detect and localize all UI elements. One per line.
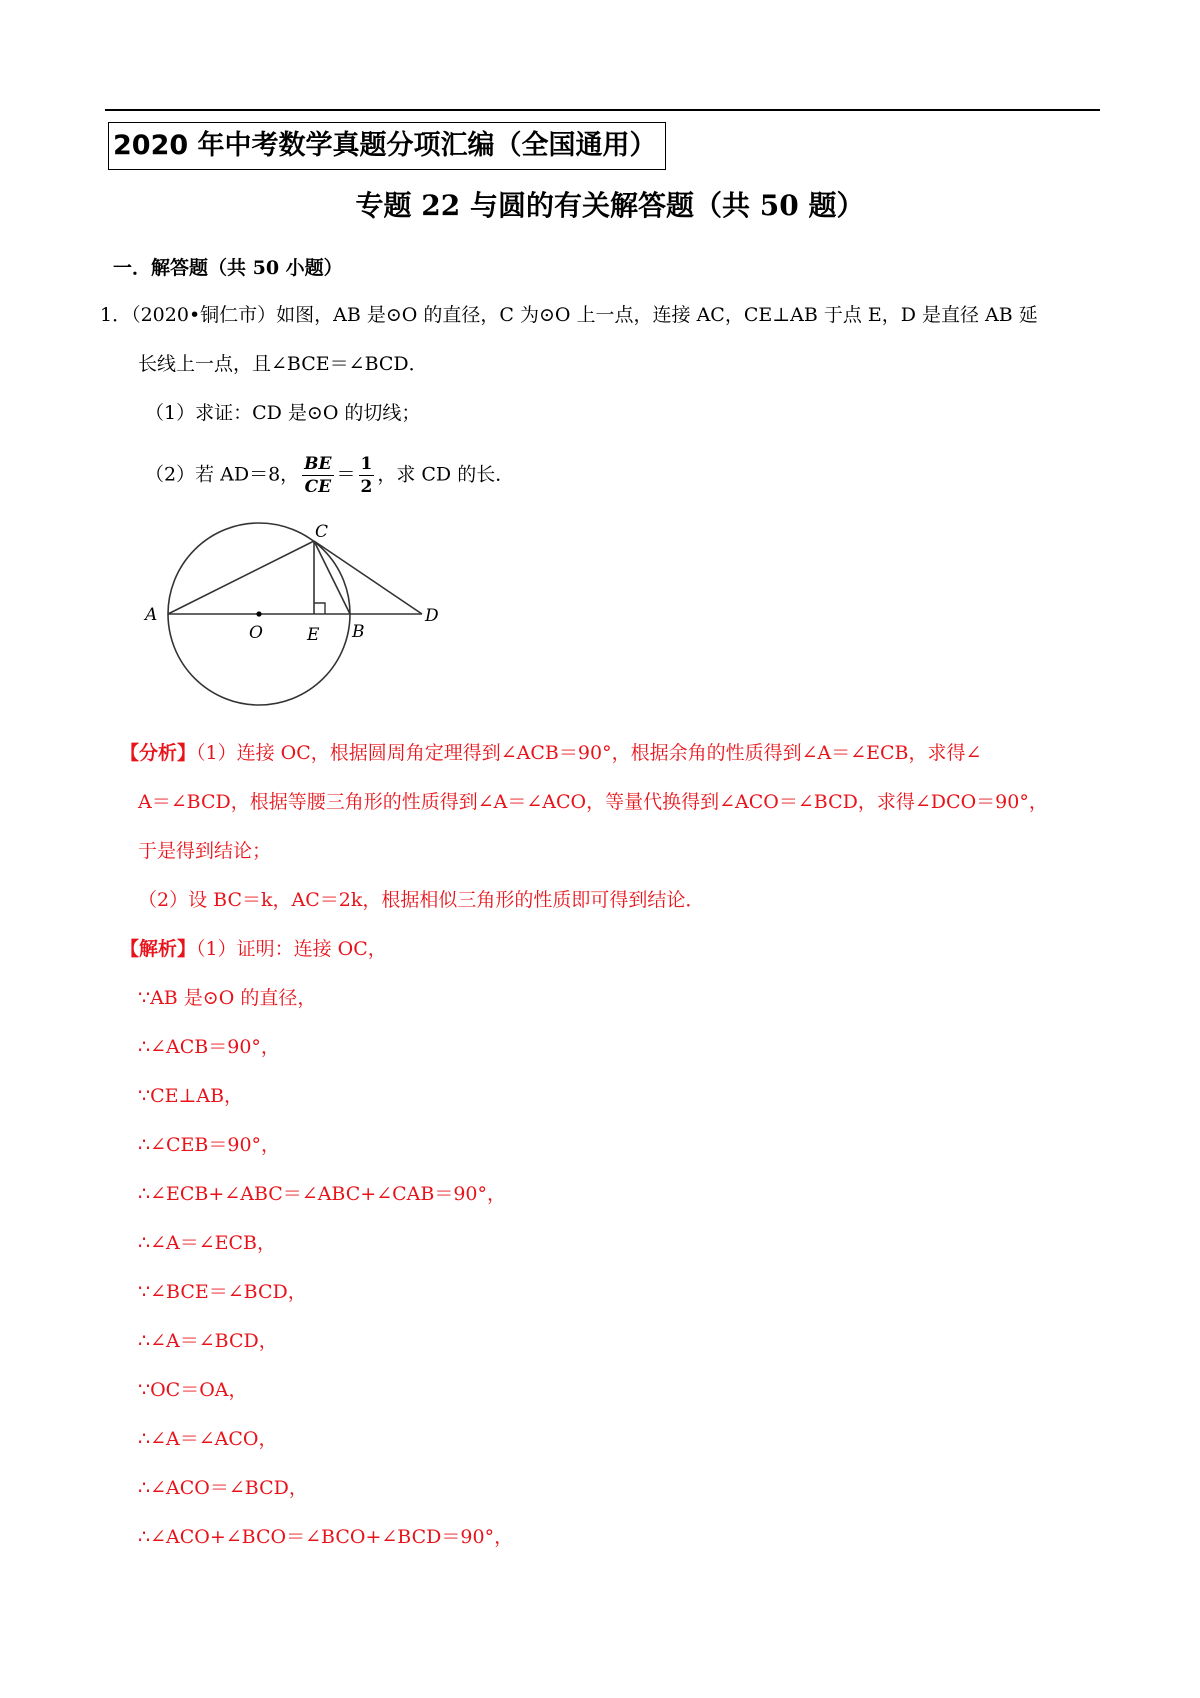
solution-step: ∵∠BCE＝∠BCD，: [138, 1281, 307, 1303]
fraction-be-ce: $\frac{BE}{CE}$: [304, 454, 332, 497]
series-title: 2020 年中考数学真题分项汇编（全国通用）: [108, 122, 666, 170]
section-heading: 一．解答题（共 50 小题）: [113, 257, 343, 279]
solution-tag: 【解析】: [120, 938, 197, 960]
solution-step: ∴∠ACO＝∠BCD，: [138, 1477, 308, 1499]
solution-line-1: 【解析】（1）证明：连接 OC，: [120, 938, 387, 960]
solution-step: ∵CE⊥AB，: [138, 1085, 244, 1107]
solution-step: ∴∠ECB+∠ABC＝∠ABC+∠CAB＝90°，: [138, 1183, 507, 1205]
solution-step: ∴∠A＝∠ACO，: [138, 1428, 278, 1450]
solution-step: ∴∠ACB＝90°，: [138, 1036, 280, 1058]
problem-stem-1: 如图，AB 是⊙O 的直径，C 为⊙O 上一点，连接 AC，CE⊥AB 于点 E，D 是直径 AB 延: [276, 304, 1038, 326]
label-e: E: [307, 625, 320, 645]
center-point-o: [256, 611, 261, 616]
solution-step: ∴∠A＝∠BCD，: [138, 1330, 278, 1352]
solution-step: ∵OC＝OA，: [138, 1379, 248, 1401]
problem-part-1: （1）求证：CD 是⊙O 的切线；: [145, 402, 421, 424]
label-c: C: [315, 522, 329, 542]
analysis-line-3: 于是得到结论；: [138, 840, 272, 862]
problem-number: 1．: [100, 304, 132, 326]
main-title: 专题 22 与圆的有关解答题（共 50 题）: [355, 189, 865, 222]
fraction-one-half: $\frac{1}{2}$: [360, 454, 373, 497]
solution-step: ∴∠CEB＝90°，: [138, 1134, 281, 1156]
analysis-line-4: （2）设 BC＝k，AC＝2k，根据相似三角形的性质即可得到结论．: [138, 889, 705, 911]
problem-part-2: [145, 453, 514, 498]
label-a: A: [145, 605, 158, 625]
problem-line-2: 长线上一点，且∠BCE＝∠BCD．: [138, 353, 428, 375]
label-o: O: [249, 623, 263, 643]
solution-step: ∴∠ACO+∠BCO＝∠BCO+∠BCD＝90°，: [138, 1526, 514, 1548]
segment-ac: [168, 541, 314, 614]
problem-line-1: [100, 300, 1038, 330]
geometry-figure: [135, 510, 455, 710]
part2-eq: ＝: [336, 463, 356, 486]
analysis-tag: 【分析】: [120, 742, 197, 764]
analysis-line-2: A＝∠BCD，根据等腰三角形的性质得到∠A＝∠ACO，等量代换得到∠ACO＝∠BCD，求得∠DCO＝90°，: [138, 791, 1048, 813]
top-rule: [105, 109, 1100, 111]
part2-suffix: ，求 CD 的长．: [377, 463, 515, 486]
label-b: B: [352, 622, 365, 642]
label-d: D: [425, 606, 439, 626]
solution-step: ∵AB 是⊙O 的直径，: [138, 987, 317, 1009]
right-angle-mark: [314, 603, 325, 614]
analysis-line-1: 【分析】（1）连接 OC，根据圆周角定理得到∠ACB＝90°，根据余角的性质得到∠A＝∠ECB，求得∠: [120, 742, 982, 764]
solution-step: ∴∠A＝∠ECB，: [138, 1232, 277, 1254]
segment-cd: [314, 541, 422, 614]
problem-source: （2020•铜仁市）: [131, 304, 277, 326]
part2-prefix: （2）若 AD＝8，: [145, 463, 300, 486]
